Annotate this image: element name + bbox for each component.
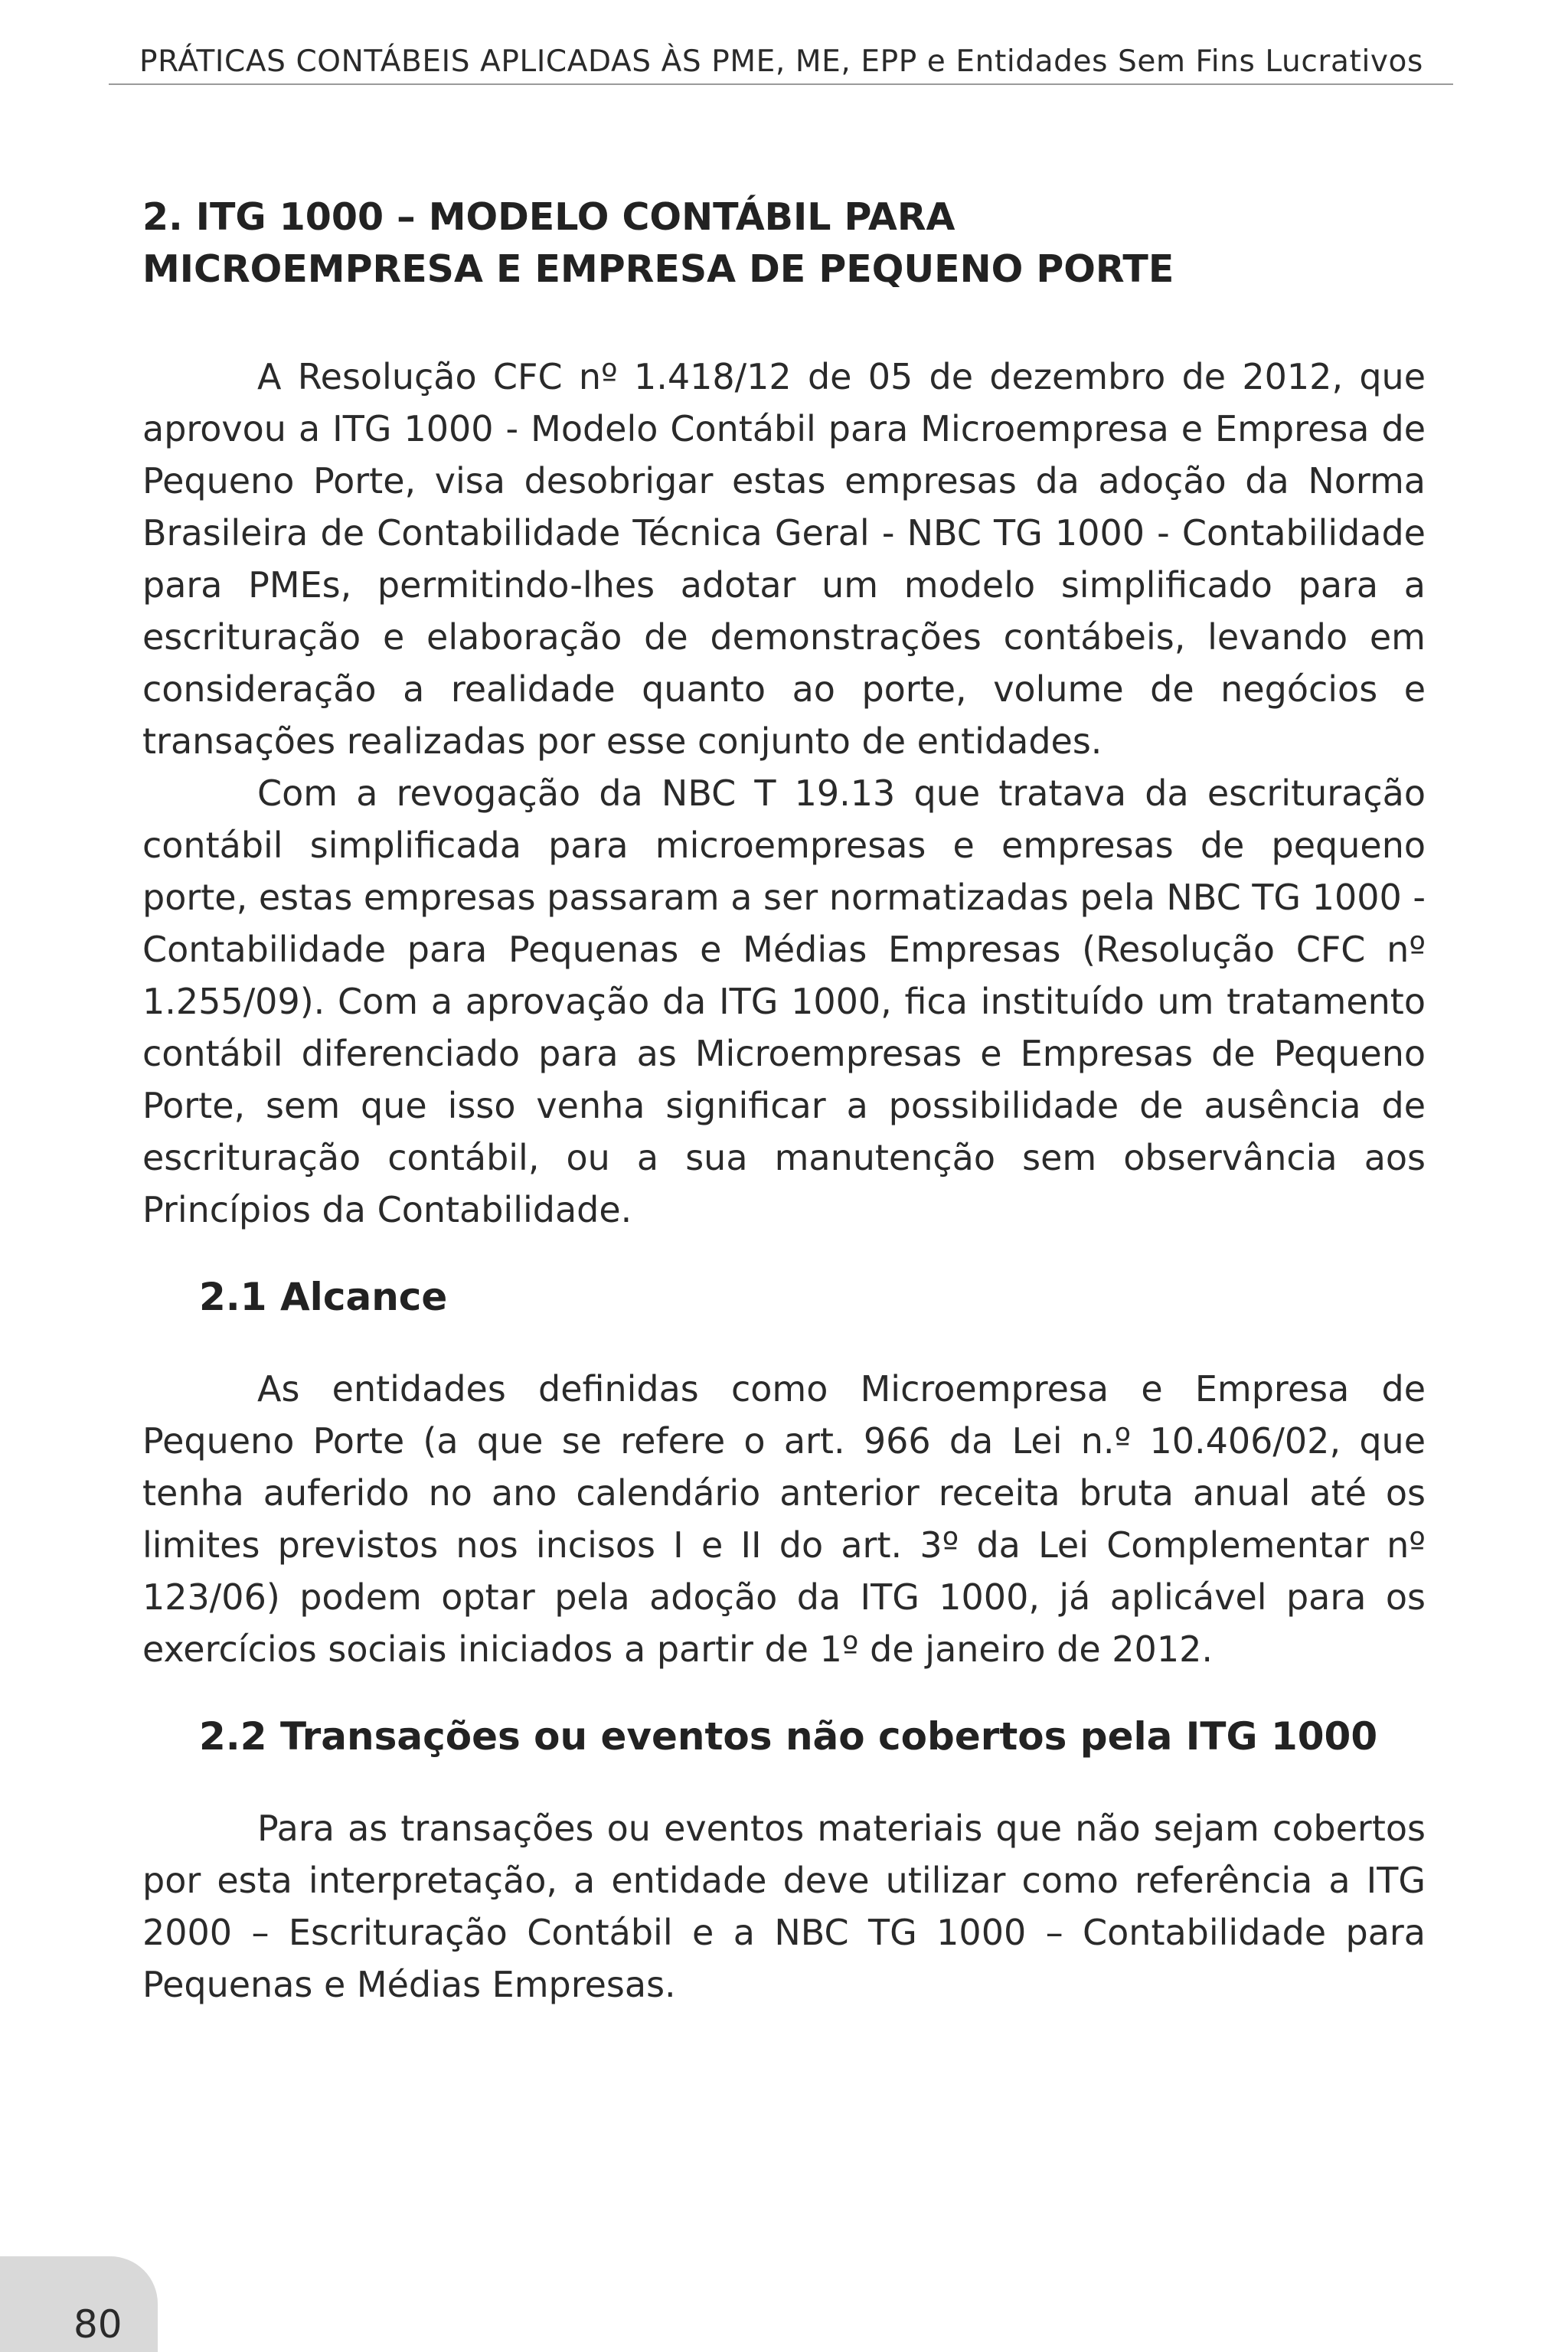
section-title-transacoes: 2.2 Transações ou eventos não cobertos pela ITG 1000 [199, 1714, 1378, 1759]
page-number: 80 [74, 2302, 122, 2347]
chapter-paragraph-2: Com a revogação da NBC T 19.13 que tratava da escrituração contábil simplificada para microempresas e empresas de pequeno porte, estas empresas passaram a ser normatizadas pela NBC TG 1000 - Contabilidade para Pequenas e Médias Empresas (Resolução CFC nº 1.255/09). Com a aprovação da ITG 1000, fica instituído um tratamento contábil diferenciado para as Microempresas e Empresas de Pequeno Porte, sem que isso venha significar a possibilidade de ausência de escrituração contábil, ou a sua manutenção sem observância aos Princípios da Contabilidade. [142, 773, 1426, 1230]
chapter-title [142, 191, 1426, 296]
section-transacoes-paragraph: Para as transações ou eventos materiais que não sejam cobertos por esta interpretação, a entidade deve utilizar como referência a ITG 2000 – Escrituração Contábil e a NBC TG 1000 – Contabilidade para Pequenas e Médias Empresas. [142, 1808, 1426, 2005]
section-title-alcance: 2.1 Alcance [199, 1275, 448, 1319]
page-content [142, 191, 1426, 2011]
section-alcance-paragraph: As entidades definidas como Microempresa e Empresa de Pequeno Porte (a que se refere o art. 966 da Lei n.º 10.406/02, que tenha auferido no ano calendário anterior receita bruta anual até os limites previstos nos incisos I e II do art. 3º da Lei Complementar nº 123/06) podem optar pela adoção da ITG 1000, já aplicável para os exercícios sociais iniciados a partir de 1º de janeiro de 2012. [142, 1368, 1426, 1670]
chapter-title-line-1: 2. ITG 1000 – MODELO CONTÁBIL PARA [142, 195, 956, 239]
chapter-paragraph-1: A Resolução CFC nº 1.418/12 de 05 de dezembro de 2012, que aprovou a ITG 1000 - Modelo Contábil para Microempresa e Empresa de Pequeno Porte, visa desobrigar estas empresas da adoção da Norma Brasileira de Contabilidade Técnica Geral - NBC TG 1000 - Contabilidade para PMEs, permitindo-lhes adotar um modelo simplificado para a escrituração e elaboração de demonstrações contábeis, levando em consideração a realidade quanto ao porte, volume de negócios e transações realizadas por esse conjunto de entidades. [142, 356, 1426, 762]
chapter-title-line-2: MICROEMPRESA E EMPRESA DE PEQUENO PORTE [142, 247, 1174, 291]
header-divider [109, 83, 1453, 85]
running-head: PRÁTICAS CONTÁBEIS APLICADAS ÀS PME, ME, EPP e Entidades Sem Fins Lucrativos [139, 44, 1423, 79]
